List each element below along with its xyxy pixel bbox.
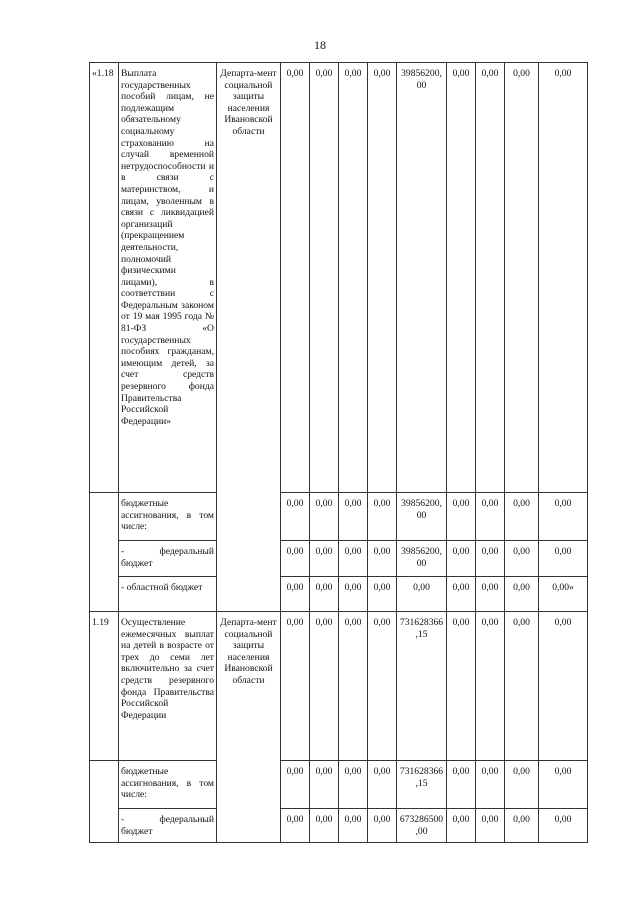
value-cell: 0,00 [368, 493, 397, 541]
value-cell: 0,00 [368, 612, 397, 761]
row-name: - федеральный бюджет [119, 541, 217, 577]
value-cell: 0,00 [281, 493, 310, 541]
value-cell: 0,00 [368, 577, 397, 612]
value-cell: 0,00 [476, 493, 505, 541]
value-cell: 0,00 [539, 541, 588, 577]
value-cell: 0,00 [447, 809, 476, 843]
row-name: бюджетные ассигнования, в том числе: [119, 761, 217, 809]
value-cell: 0,00 [476, 761, 505, 809]
row-index: «1.18 [90, 63, 119, 493]
row-executor: Департа-мент социальной защиты населения Ивановской области [217, 63, 281, 612]
value-cell: 0,00 [539, 809, 588, 843]
value-cell: 731628366,15 [397, 761, 447, 809]
table-row [90, 493, 588, 541]
value-cell: 0,00 [447, 761, 476, 809]
value-cell: 0,00 [339, 612, 368, 761]
value-cell: 0,00 [505, 612, 539, 761]
value-cell: 0,00 [281, 761, 310, 809]
table-row [90, 761, 588, 809]
value-cell: 0,00 [310, 761, 339, 809]
page-number: 18 [314, 38, 326, 52]
value-cell: 0,00 [281, 612, 310, 761]
value-cell: 0,00 [310, 541, 339, 577]
value-cell: 0,00 [447, 63, 476, 493]
value-cell: 0,00 [281, 541, 310, 577]
value-cell: 0,00 [539, 761, 588, 809]
value-cell: 0,00 [539, 63, 588, 493]
value-cell: 0,00» [539, 577, 588, 612]
value-cell: 0,00 [310, 612, 339, 761]
row-name: Осуществление ежемесячных выплат на детей в возрасте от трех до семи лет включительно за счет средств резервного фонда Правительства Российской Федерации [119, 612, 217, 761]
value-cell: 0,00 [476, 577, 505, 612]
value-cell: 0,00 [339, 63, 368, 493]
value-cell: 0,00 [368, 541, 397, 577]
value-cell: 0,00 [539, 612, 588, 761]
value-cell: 0,00 [505, 577, 539, 612]
value-cell: 731628366,15 [397, 612, 447, 761]
row-name: - федеральный бюджет [119, 809, 217, 843]
value-cell: 0,00 [539, 493, 588, 541]
value-cell: 0,00 [339, 809, 368, 843]
value-cell: 0,00 [505, 809, 539, 843]
row-name: - областной бюджет [119, 577, 217, 612]
value-cell: 0,00 [505, 63, 539, 493]
value-cell: 0,00 [476, 541, 505, 577]
value-cell: 673286500,00 [397, 809, 447, 843]
value-cell: 0,00 [447, 577, 476, 612]
value-cell: 0,00 [505, 493, 539, 541]
value-cell: 39856200,00 [397, 541, 447, 577]
row-index: 1.19 [90, 612, 119, 761]
row-index [90, 761, 119, 843]
value-cell: 0,00 [368, 809, 397, 843]
value-cell: 39856200,00 [397, 493, 447, 541]
value-cell: 0,00 [310, 63, 339, 493]
value-cell: 0,00 [368, 63, 397, 493]
value-cell: 39856200,00 [397, 63, 447, 493]
budget-table [89, 62, 588, 843]
table-row [90, 577, 588, 612]
table-row [90, 612, 588, 761]
row-index [90, 493, 119, 612]
table-row [90, 541, 588, 577]
value-cell: 0,00 [505, 761, 539, 809]
value-cell: 0,00 [310, 493, 339, 541]
value-cell: 0,00 [476, 612, 505, 761]
value-cell: 0,00 [310, 809, 339, 843]
value-cell: 0,00 [281, 63, 310, 493]
value-cell: 0,00 [281, 577, 310, 612]
value-cell: 0,00 [476, 809, 505, 843]
value-cell: 0,00 [368, 761, 397, 809]
value-cell: 0,00 [339, 577, 368, 612]
value-cell: 0,00 [339, 761, 368, 809]
table-row [90, 63, 588, 493]
value-cell: 0,00 [397, 577, 447, 612]
value-cell: 0,00 [447, 493, 476, 541]
value-cell: 0,00 [310, 577, 339, 612]
value-cell: 0,00 [447, 541, 476, 577]
table-row [90, 809, 588, 843]
value-cell: 0,00 [281, 809, 310, 843]
value-cell: 0,00 [476, 63, 505, 493]
value-cell: 0,00 [339, 493, 368, 541]
value-cell: 0,00 [505, 541, 539, 577]
value-cell: 0,00 [339, 541, 368, 577]
row-executor: Департа-мент социальной защиты населения Ивановской области [217, 612, 281, 843]
value-cell: 0,00 [447, 612, 476, 761]
row-name: бюджетные ассигнования, в том числе: [119, 493, 217, 541]
row-name: Выплата государственных пособий лицам, не подлежащим обязательному социальному страхованию на случай временной нетрудоспособности и в связи с материнством, и лицам, уволенным в связи с ликвидацией организаций (прекращением деятельности, полномочий физическими лицами), в соответствии с Федеральным законом от 19 мая 1995 года № 81-ФЗ «О государственных пособиях гражданам, имеющим детей, за счет средств резервного фонда Правительства Российской Федерации» [119, 63, 217, 493]
